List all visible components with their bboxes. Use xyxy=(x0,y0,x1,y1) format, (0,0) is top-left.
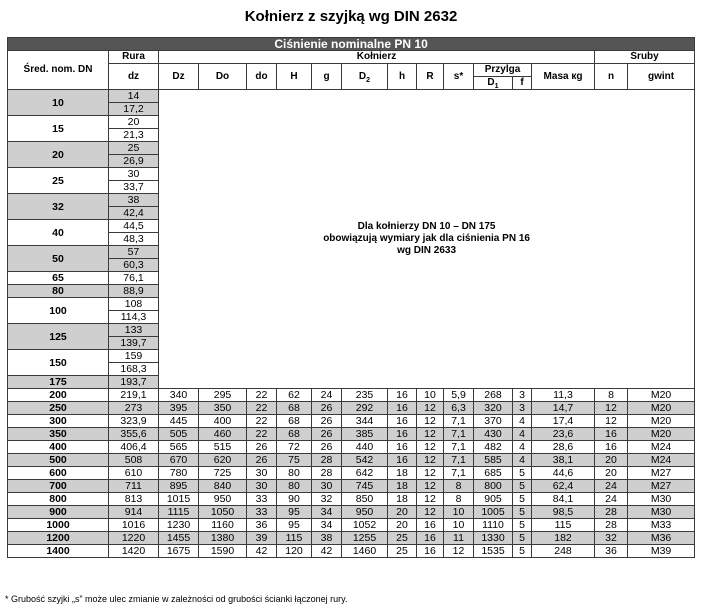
dz-cell: 114,3 xyxy=(109,311,159,324)
H-cell: 80 xyxy=(277,480,312,493)
Do-cell: 950 xyxy=(199,493,247,506)
gwint-cell: M30 xyxy=(628,493,695,506)
Dz-cell: 565 xyxy=(159,441,199,454)
pressure-header: Ciśnienie nominalne PN 10 xyxy=(8,38,695,51)
header-sred-nom: Śred. nom. DN xyxy=(8,51,109,90)
dz-cell: 57 xyxy=(109,246,159,259)
header-kolnierz: Kołnierz xyxy=(159,51,595,64)
g-cell: 34 xyxy=(312,506,342,519)
D1-cell: 585 xyxy=(474,454,513,467)
Dz-cell: 340 xyxy=(159,389,199,402)
g-cell: 38 xyxy=(312,532,342,545)
gwint-cell: M20 xyxy=(628,402,695,415)
dimension-note xyxy=(159,90,695,389)
dn-cell: 900 xyxy=(8,506,109,519)
table-row xyxy=(8,389,695,402)
do-cell: 30 xyxy=(247,467,277,480)
header-Do: Do xyxy=(199,64,247,90)
n-cell: 24 xyxy=(595,493,628,506)
g-cell: 24 xyxy=(312,389,342,402)
dz-cell: 33,7 xyxy=(109,181,159,194)
h-cell: 16 xyxy=(388,454,417,467)
dn-cell: 800 xyxy=(8,493,109,506)
dn-cell: 25 xyxy=(8,168,109,194)
D1-cell: 370 xyxy=(474,415,513,428)
D2-cell: 950 xyxy=(342,506,388,519)
R-cell: 12 xyxy=(417,493,444,506)
D1-cell: 1110 xyxy=(474,519,513,532)
R-cell: 12 xyxy=(417,415,444,428)
flange-spec-table xyxy=(7,37,695,558)
masa-cell: 44,6 xyxy=(532,467,595,480)
table-row xyxy=(8,415,695,428)
header-s: s* xyxy=(444,64,474,90)
header-n: n xyxy=(595,64,628,90)
dn-cell: 300 xyxy=(8,415,109,428)
dn-cell: 400 xyxy=(8,441,109,454)
g-cell: 42 xyxy=(312,545,342,558)
dz-cell: 219,1 xyxy=(109,389,159,402)
H-cell: 120 xyxy=(277,545,312,558)
table-row xyxy=(8,454,695,467)
dz-cell: 610 xyxy=(109,467,159,480)
dn-cell: 150 xyxy=(8,350,109,376)
g-cell: 26 xyxy=(312,428,342,441)
do-cell: 22 xyxy=(247,428,277,441)
D2-cell: 542 xyxy=(342,454,388,467)
n-cell: 20 xyxy=(595,454,628,467)
h-cell: 16 xyxy=(388,415,417,428)
g-cell: 26 xyxy=(312,441,342,454)
do-cell: 33 xyxy=(247,493,277,506)
dz-cell: 711 xyxy=(109,480,159,493)
dz-cell: 21,3 xyxy=(109,129,159,142)
gwint-cell: M20 xyxy=(628,389,695,402)
s-cell: 8 xyxy=(444,480,474,493)
dz-cell: 168,3 xyxy=(109,363,159,376)
s-cell: 5,9 xyxy=(444,389,474,402)
s-cell: 7,1 xyxy=(444,467,474,480)
dn-cell: 500 xyxy=(8,454,109,467)
dz-cell: 355,6 xyxy=(109,428,159,441)
table-row xyxy=(8,545,695,558)
H-cell: 75 xyxy=(277,454,312,467)
D2-cell: 1052 xyxy=(342,519,388,532)
f-cell: 5 xyxy=(513,519,532,532)
table-row xyxy=(8,506,695,519)
dz-cell: 30 xyxy=(109,168,159,181)
table-row xyxy=(8,428,695,441)
h-cell: 18 xyxy=(388,480,417,493)
f-cell: 5 xyxy=(513,532,532,545)
dz-cell: 25 xyxy=(109,142,159,155)
f-cell: 5 xyxy=(513,467,532,480)
masa-cell: 17,4 xyxy=(532,415,595,428)
Do-cell: 725 xyxy=(199,467,247,480)
n-cell: 8 xyxy=(595,389,628,402)
dz-cell: 76,1 xyxy=(109,272,159,285)
dz-cell: 17,2 xyxy=(109,103,159,116)
h-cell: 20 xyxy=(388,519,417,532)
masa-cell: 115 xyxy=(532,519,595,532)
f-cell: 5 xyxy=(513,493,532,506)
table-row xyxy=(8,467,695,480)
g-cell: 28 xyxy=(312,454,342,467)
Dz-cell: 1675 xyxy=(159,545,199,558)
g-cell: 32 xyxy=(312,493,342,506)
s-cell: 10 xyxy=(444,519,474,532)
dz-cell: 1420 xyxy=(109,545,159,558)
h-cell: 20 xyxy=(388,506,417,519)
header-f: f xyxy=(513,77,532,90)
dz-cell: 813 xyxy=(109,493,159,506)
s-cell: 7,1 xyxy=(444,415,474,428)
Do-cell: 515 xyxy=(199,441,247,454)
D2-cell: 1460 xyxy=(342,545,388,558)
h-cell: 18 xyxy=(388,467,417,480)
Dz-cell: 505 xyxy=(159,428,199,441)
H-cell: 115 xyxy=(277,532,312,545)
gwint-cell: M27 xyxy=(628,480,695,493)
header-przylga: Przylga xyxy=(474,64,532,77)
Dz-cell: 1230 xyxy=(159,519,199,532)
header-H: H xyxy=(277,64,312,90)
dn-cell: 15 xyxy=(8,116,109,142)
masa-cell: 11,3 xyxy=(532,389,595,402)
dn-cell: 1200 xyxy=(8,532,109,545)
dz-cell: 42,4 xyxy=(109,207,159,220)
do-cell: 36 xyxy=(247,519,277,532)
table-row xyxy=(8,402,695,415)
header-g: g xyxy=(312,64,342,90)
dz-cell: 1220 xyxy=(109,532,159,545)
dn-cell: 350 xyxy=(8,428,109,441)
do-cell: 30 xyxy=(247,480,277,493)
dn-cell: 1000 xyxy=(8,519,109,532)
D2-cell: 440 xyxy=(342,441,388,454)
dz-cell: 38 xyxy=(109,194,159,207)
dz-cell: 914 xyxy=(109,506,159,519)
dz-cell: 323,9 xyxy=(109,415,159,428)
note-line: obowiązują wymiary jak dla ciśnienia PN 16 xyxy=(323,233,530,244)
D1-cell: 430 xyxy=(474,428,513,441)
s-cell: 10 xyxy=(444,506,474,519)
s-cell: 6,3 xyxy=(444,402,474,415)
D1-cell: 320 xyxy=(474,402,513,415)
footnote: * Grubość szyjki „s” może ulec zmianie w zależności od grubości ścianki łączonej rury. xyxy=(5,594,348,604)
f-cell: 3 xyxy=(513,389,532,402)
dn-cell: 50 xyxy=(8,246,109,272)
H-cell: 72 xyxy=(277,441,312,454)
header-Dz: Dz xyxy=(159,64,199,90)
h-cell: 25 xyxy=(388,545,417,558)
header-do: do xyxy=(247,64,277,90)
D2-cell: 235 xyxy=(342,389,388,402)
Do-cell: 840 xyxy=(199,480,247,493)
Do-cell: 1050 xyxy=(199,506,247,519)
dz-cell: 159 xyxy=(109,350,159,363)
D2-cell: 850 xyxy=(342,493,388,506)
n-cell: 16 xyxy=(595,441,628,454)
R-cell: 12 xyxy=(417,402,444,415)
H-cell: 68 xyxy=(277,402,312,415)
h-cell: 25 xyxy=(388,532,417,545)
do-cell: 26 xyxy=(247,441,277,454)
dn-cell: 20 xyxy=(8,142,109,168)
dn-cell: 200 xyxy=(8,389,109,402)
dn-cell: 32 xyxy=(8,194,109,220)
D2-cell: 292 xyxy=(342,402,388,415)
masa-cell: 23,6 xyxy=(532,428,595,441)
header-sruby: Śruby xyxy=(595,51,695,64)
D1-cell: 905 xyxy=(474,493,513,506)
Dz-cell: 780 xyxy=(159,467,199,480)
dz-cell: 44,5 xyxy=(109,220,159,233)
Dz-cell: 1115 xyxy=(159,506,199,519)
dz-cell: 273 xyxy=(109,402,159,415)
R-cell: 16 xyxy=(417,545,444,558)
Do-cell: 295 xyxy=(199,389,247,402)
header-dz-pipe: dz xyxy=(109,64,159,90)
dn-cell: 1400 xyxy=(8,545,109,558)
gwint-cell: M24 xyxy=(628,441,695,454)
header-masa: Masa кg xyxy=(532,64,595,90)
dn-cell: 40 xyxy=(8,220,109,246)
f-cell: 4 xyxy=(513,428,532,441)
n-cell: 36 xyxy=(595,545,628,558)
table-row xyxy=(8,441,695,454)
H-cell: 95 xyxy=(277,506,312,519)
do-cell: 22 xyxy=(247,415,277,428)
f-cell: 4 xyxy=(513,415,532,428)
dn-cell: 100 xyxy=(8,298,109,324)
table-row xyxy=(8,493,695,506)
n-cell: 12 xyxy=(595,415,628,428)
do-cell: 22 xyxy=(247,402,277,415)
gwint-cell: M33 xyxy=(628,519,695,532)
f-cell: 5 xyxy=(513,480,532,493)
H-cell: 90 xyxy=(277,493,312,506)
D2-cell: 385 xyxy=(342,428,388,441)
R-cell: 12 xyxy=(417,441,444,454)
Dz-cell: 445 xyxy=(159,415,199,428)
H-cell: 95 xyxy=(277,519,312,532)
D1-cell: 1535 xyxy=(474,545,513,558)
gwint-cell: M36 xyxy=(628,532,695,545)
dz-cell: 60,3 xyxy=(109,259,159,272)
D1-cell: 1005 xyxy=(474,506,513,519)
header-h: h xyxy=(388,64,417,90)
gwint-cell: M20 xyxy=(628,415,695,428)
dz-cell: 108 xyxy=(109,298,159,311)
header-rura: Rura xyxy=(109,51,159,64)
table-row xyxy=(8,480,695,493)
masa-cell: 62,4 xyxy=(532,480,595,493)
header-D2: $D_2$ xyxy=(342,64,388,90)
Do-cell: 350 xyxy=(199,402,247,415)
H-cell: 68 xyxy=(277,428,312,441)
masa-cell: 182 xyxy=(532,532,595,545)
dn-cell: 125 xyxy=(8,324,109,350)
Do-cell: 400 xyxy=(199,415,247,428)
h-cell: 16 xyxy=(388,402,417,415)
page-title: Kołnierz z szyjką wg DIN 2632 xyxy=(244,8,458,25)
n-cell: 24 xyxy=(595,480,628,493)
dz-cell: 48,3 xyxy=(109,233,159,246)
Dz-cell: 670 xyxy=(159,454,199,467)
do-cell: 33 xyxy=(247,506,277,519)
g-cell: 26 xyxy=(312,402,342,415)
Do-cell: 1590 xyxy=(199,545,247,558)
n-cell: 28 xyxy=(595,519,628,532)
s-cell: 7,1 xyxy=(444,428,474,441)
D1-cell: 482 xyxy=(474,441,513,454)
Dz-cell: 395 xyxy=(159,402,199,415)
header-D1: $D_1$ xyxy=(474,77,513,90)
H-cell: 62 xyxy=(277,389,312,402)
n-cell: 20 xyxy=(595,467,628,480)
Do-cell: 460 xyxy=(199,428,247,441)
gwint-cell: M20 xyxy=(628,428,695,441)
masa-cell: 248 xyxy=(532,545,595,558)
Do-cell: 620 xyxy=(199,454,247,467)
n-cell: 12 xyxy=(595,402,628,415)
dz-cell: 1016 xyxy=(109,519,159,532)
R-cell: 16 xyxy=(417,532,444,545)
dz-cell: 139,7 xyxy=(109,337,159,350)
table-row xyxy=(8,532,695,545)
Dz-cell: 1455 xyxy=(159,532,199,545)
dn-cell: 175 xyxy=(8,376,109,389)
masa-cell: 98,5 xyxy=(532,506,595,519)
dz-cell: 508 xyxy=(109,454,159,467)
g-cell: 30 xyxy=(312,480,342,493)
dz-cell: 88,9 xyxy=(109,285,159,298)
D1-cell: 800 xyxy=(474,480,513,493)
g-cell: 34 xyxy=(312,519,342,532)
Dz-cell: 1015 xyxy=(159,493,199,506)
dz-cell: 133 xyxy=(109,324,159,337)
R-cell: 12 xyxy=(417,467,444,480)
gwint-cell: M24 xyxy=(628,454,695,467)
n-cell: 32 xyxy=(595,532,628,545)
D2-cell: 642 xyxy=(342,467,388,480)
s-cell: 8 xyxy=(444,493,474,506)
do-cell: 39 xyxy=(247,532,277,545)
header-gwint: gwint xyxy=(628,64,695,90)
dz-cell: 193,7 xyxy=(109,376,159,389)
H-cell: 80 xyxy=(277,467,312,480)
D1-cell: 1330 xyxy=(474,532,513,545)
D2-cell: 745 xyxy=(342,480,388,493)
D2-cell: 1255 xyxy=(342,532,388,545)
table-row xyxy=(8,90,695,103)
g-cell: 26 xyxy=(312,415,342,428)
R-cell: 12 xyxy=(417,506,444,519)
h-cell: 16 xyxy=(388,428,417,441)
dn-cell: 80 xyxy=(8,285,109,298)
f-cell: 4 xyxy=(513,441,532,454)
h-cell: 16 xyxy=(388,441,417,454)
s-cell: 12 xyxy=(444,545,474,558)
h-cell: 16 xyxy=(388,389,417,402)
dz-cell: 20 xyxy=(109,116,159,129)
masa-cell: 28,6 xyxy=(532,441,595,454)
note-line: wg DIN 2633 xyxy=(397,245,457,256)
R-cell: 12 xyxy=(417,480,444,493)
R-cell: 10 xyxy=(417,389,444,402)
g-cell: 28 xyxy=(312,467,342,480)
note-line: Dla kołnierzy DN 10 – DN 175 xyxy=(357,221,496,232)
masa-cell: 84,1 xyxy=(532,493,595,506)
s-cell: 7,1 xyxy=(444,441,474,454)
D2-cell: 344 xyxy=(342,415,388,428)
dn-cell: 65 xyxy=(8,272,109,285)
do-cell: 42 xyxy=(247,545,277,558)
Do-cell: 1160 xyxy=(199,519,247,532)
n-cell: 16 xyxy=(595,428,628,441)
dz-cell: 26,9 xyxy=(109,155,159,168)
dn-cell: 250 xyxy=(8,402,109,415)
do-cell: 22 xyxy=(247,389,277,402)
gwint-cell: M30 xyxy=(628,506,695,519)
s-cell: 7,1 xyxy=(444,454,474,467)
n-cell: 28 xyxy=(595,506,628,519)
Do-cell: 1380 xyxy=(199,532,247,545)
f-cell: 3 xyxy=(513,402,532,415)
f-cell: 5 xyxy=(513,506,532,519)
D1-cell: 268 xyxy=(474,389,513,402)
H-cell: 68 xyxy=(277,415,312,428)
header-R: R xyxy=(417,64,444,90)
R-cell: 12 xyxy=(417,428,444,441)
table-row xyxy=(8,519,695,532)
Dz-cell: 895 xyxy=(159,480,199,493)
f-cell: 4 xyxy=(513,454,532,467)
s-cell: 11 xyxy=(444,532,474,545)
masa-cell: 38,1 xyxy=(532,454,595,467)
masa-cell: 14,7 xyxy=(532,402,595,415)
gwint-cell: M27 xyxy=(628,467,695,480)
dz-cell: 406,4 xyxy=(109,441,159,454)
dn-cell: 10 xyxy=(8,90,109,116)
dn-cell: 700 xyxy=(8,480,109,493)
R-cell: 16 xyxy=(417,519,444,532)
h-cell: 18 xyxy=(388,493,417,506)
dz-cell: 14 xyxy=(109,90,159,103)
R-cell: 12 xyxy=(417,454,444,467)
D1-cell: 685 xyxy=(474,467,513,480)
do-cell: 26 xyxy=(247,454,277,467)
dn-cell: 600 xyxy=(8,467,109,480)
f-cell: 5 xyxy=(513,545,532,558)
gwint-cell: M39 xyxy=(628,545,695,558)
